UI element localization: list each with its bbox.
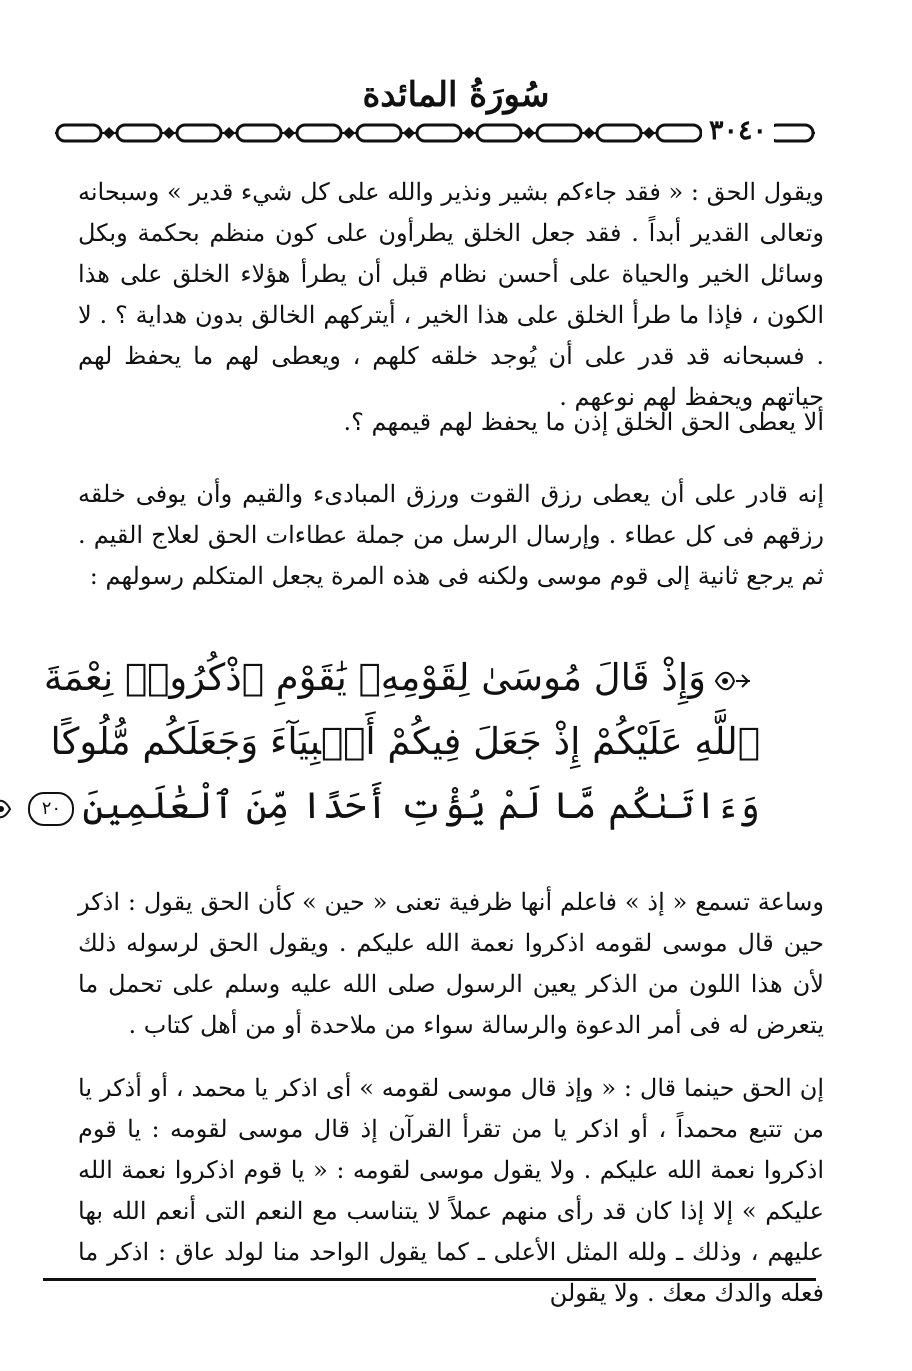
paragraph-1: ويقول الحق : « فقد جاءكم بشير ونذير والله على كل شيء قدير » وسبحانه وتعالى القدير أبداً . فقد جعل الخلق يطرأون على كون منظم بحكمة وبكل وسائل الخير والحياة على أحسن نظام قبل أن يطرأ هؤلاء الخلق على هذا الكون ، فإذا ما طرأ الخلق على هذا الخير ، أيتركهم الخالق بدون هداية ؟ . لا . فسبحانه قد قدر على أن يُوجد خلقه كلهم ، ويعطى لهم ما يحفظ لهم حياتهم ويحفظ لهم نوعهم .: [78, 178, 824, 411]
ornamental-bracket-icon: [714, 668, 752, 694]
paragraph-5: إن الحق حينما قال : « وإذ قال موسى لقومه » أى اذكر يا محمد ، أو أذكر يا من تتبع محمداً ، أو اذكر يا من تقرأ القرآن إذ قال موسى لقومه : يا قوم اذكروا نعمة الله عليكم . ولا يقول موسى لقومه : « يا قوم اذكروا نعمة الله عليكم » إلا إذا كان قد رأى منهم عملاً لا يتناسب مع النعم التى أنعم الله بها عليهم ، وذلك ـ ولله المثل الأعلى ـ كما يقول الواحد منا لولد عاق : اذكر ما فعله والدك معك . ولا يقولن: [78, 1074, 824, 1307]
verse-line-2-text: ٱللَّهِ عَلَيْكُمْ إِذْ جَعَلَ فِيكُمْ أَنۢبِيَآءَ وَجَعَلَكُم مُّلُوكًا: [50, 720, 760, 763]
paragraph-3: إنه قادر على أن يعطى رزق القوت ورزق المبادىء والقيم وأن يوفى خلقه رزقهم فى كل عطاء . وإرسال الرسل من جملة عطاءات الحق لعلاج القيم . ثم يرجع ثانية إلى قوم موسى ولكنه فى هذه المرة يجعل المتكلم رسولهم :: [78, 480, 824, 590]
ornamental-bracket-icon: [0, 796, 12, 822]
quran-verse: [41, 646, 760, 838]
paragraph-2: ألا يعطى الحق الخلق إذن ما يحفظ لهم قيمهم ؟.: [343, 408, 824, 436]
verse-line-3-text: وَءَاتَىٰكُم مَّا لَمْ يُؤْتِ أَحَدًا مِّنَ ٱلْعَٰلَمِينَ: [82, 784, 760, 827]
surah-title: سُورَةُ المائدة: [362, 75, 550, 115]
verse-number: ٢٠: [28, 792, 74, 826]
header-ornamental-rule: [55, 118, 815, 148]
verse-line-1: [43, 646, 760, 710]
page-number: ٣٠٤٠: [702, 115, 774, 151]
verse-line-1-text: وَإِذْ قَالَ مُوسَىٰ لِقَوْمِهِۦ يَٰقَوْمِ ٱذْكُرُوا۟ نِعْمَةَ: [43, 656, 706, 699]
verse-line-3: [41, 774, 760, 838]
paragraph-4: وساعة تسمع « إذ » فاعلم أنها ظرفية تعنى « حين » كأن الحق يقول : اذكر حين قال موسى لقومه اذكروا نعمة الله عليكم . ويقول الحق لرسوله ذلك لأن هذا اللون من الذكر يعين الرسول صلى الله عليه وسلم على تحمل ما يتعرض له فى أمر الدعوة والرسالة سواء من ملاحدة أو من أهل كتاب .: [78, 888, 824, 1039]
footer-rule: [43, 1278, 816, 1281]
